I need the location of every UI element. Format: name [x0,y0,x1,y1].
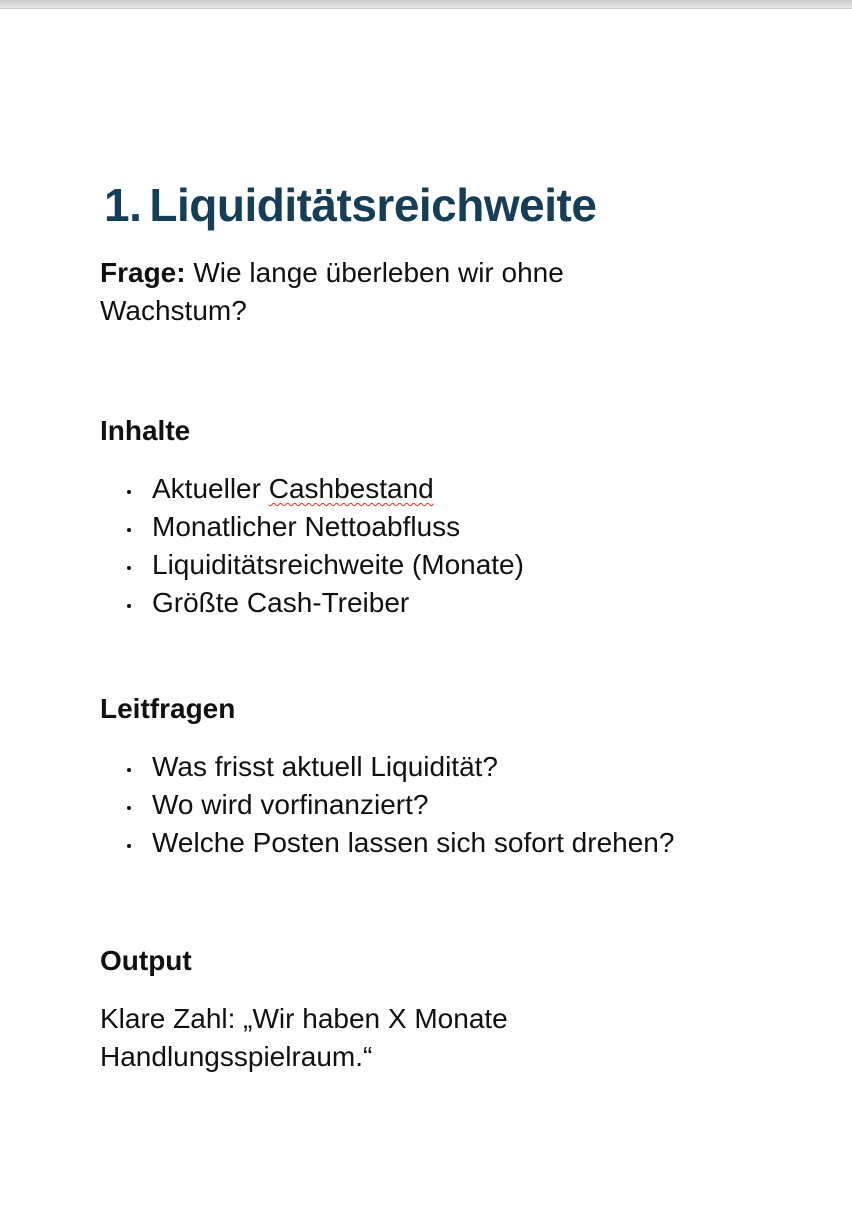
list-item [100,748,674,786]
list-item-text: Monatlicher Nettoabfluss [152,511,461,542]
list-item-text: Was frisst aktuell Liquidität? [152,751,498,782]
inhalte-list [100,470,524,622]
heading-title: Liquiditätsreichweite [149,179,597,231]
window-top-edge [0,0,852,9]
list-item [100,546,524,584]
list-item-text: Aktueller [152,473,269,504]
list-item [100,824,674,862]
section-title-inhalte: Inhalte [100,415,191,446]
bullet-icon [127,566,131,570]
spellcheck-flagged-word[interactable]: Cashbestand [268,473,434,504]
question-text: Wie lange überleben wir ohne Wachstum? [100,257,564,326]
bullet-icon [127,768,131,772]
bullet-icon [127,528,131,532]
page-heading [104,178,596,232]
section-title-leitfragen: Leitfragen [100,693,236,724]
document-page [0,9,852,1214]
list-item-text: Welche Posten lassen sich sofort drehen? [152,827,675,858]
question-paragraph [100,254,700,330]
leitfragen-list [100,748,674,862]
bullet-icon [127,604,131,608]
list-item [100,584,524,622]
bullet-icon [127,844,131,848]
question-label: Frage: [100,257,186,288]
bullet-icon [127,490,131,494]
list-item [100,470,524,508]
bullet-icon [127,806,131,810]
list-item-text: Liquiditätsreichweite (Monate) [152,549,524,580]
list-item-text: Größte Cash-Treiber [152,587,410,618]
output-paragraph: Klare Zahl: „Wir haben X Monate Handlungsspielraum.“ [100,1003,508,1072]
list-item [100,786,674,824]
section-title-output: Output [100,945,192,976]
list-item [100,508,524,546]
list-item-text: Wo wird vorfinanziert? [152,789,429,820]
heading-number: 1. [104,179,142,231]
